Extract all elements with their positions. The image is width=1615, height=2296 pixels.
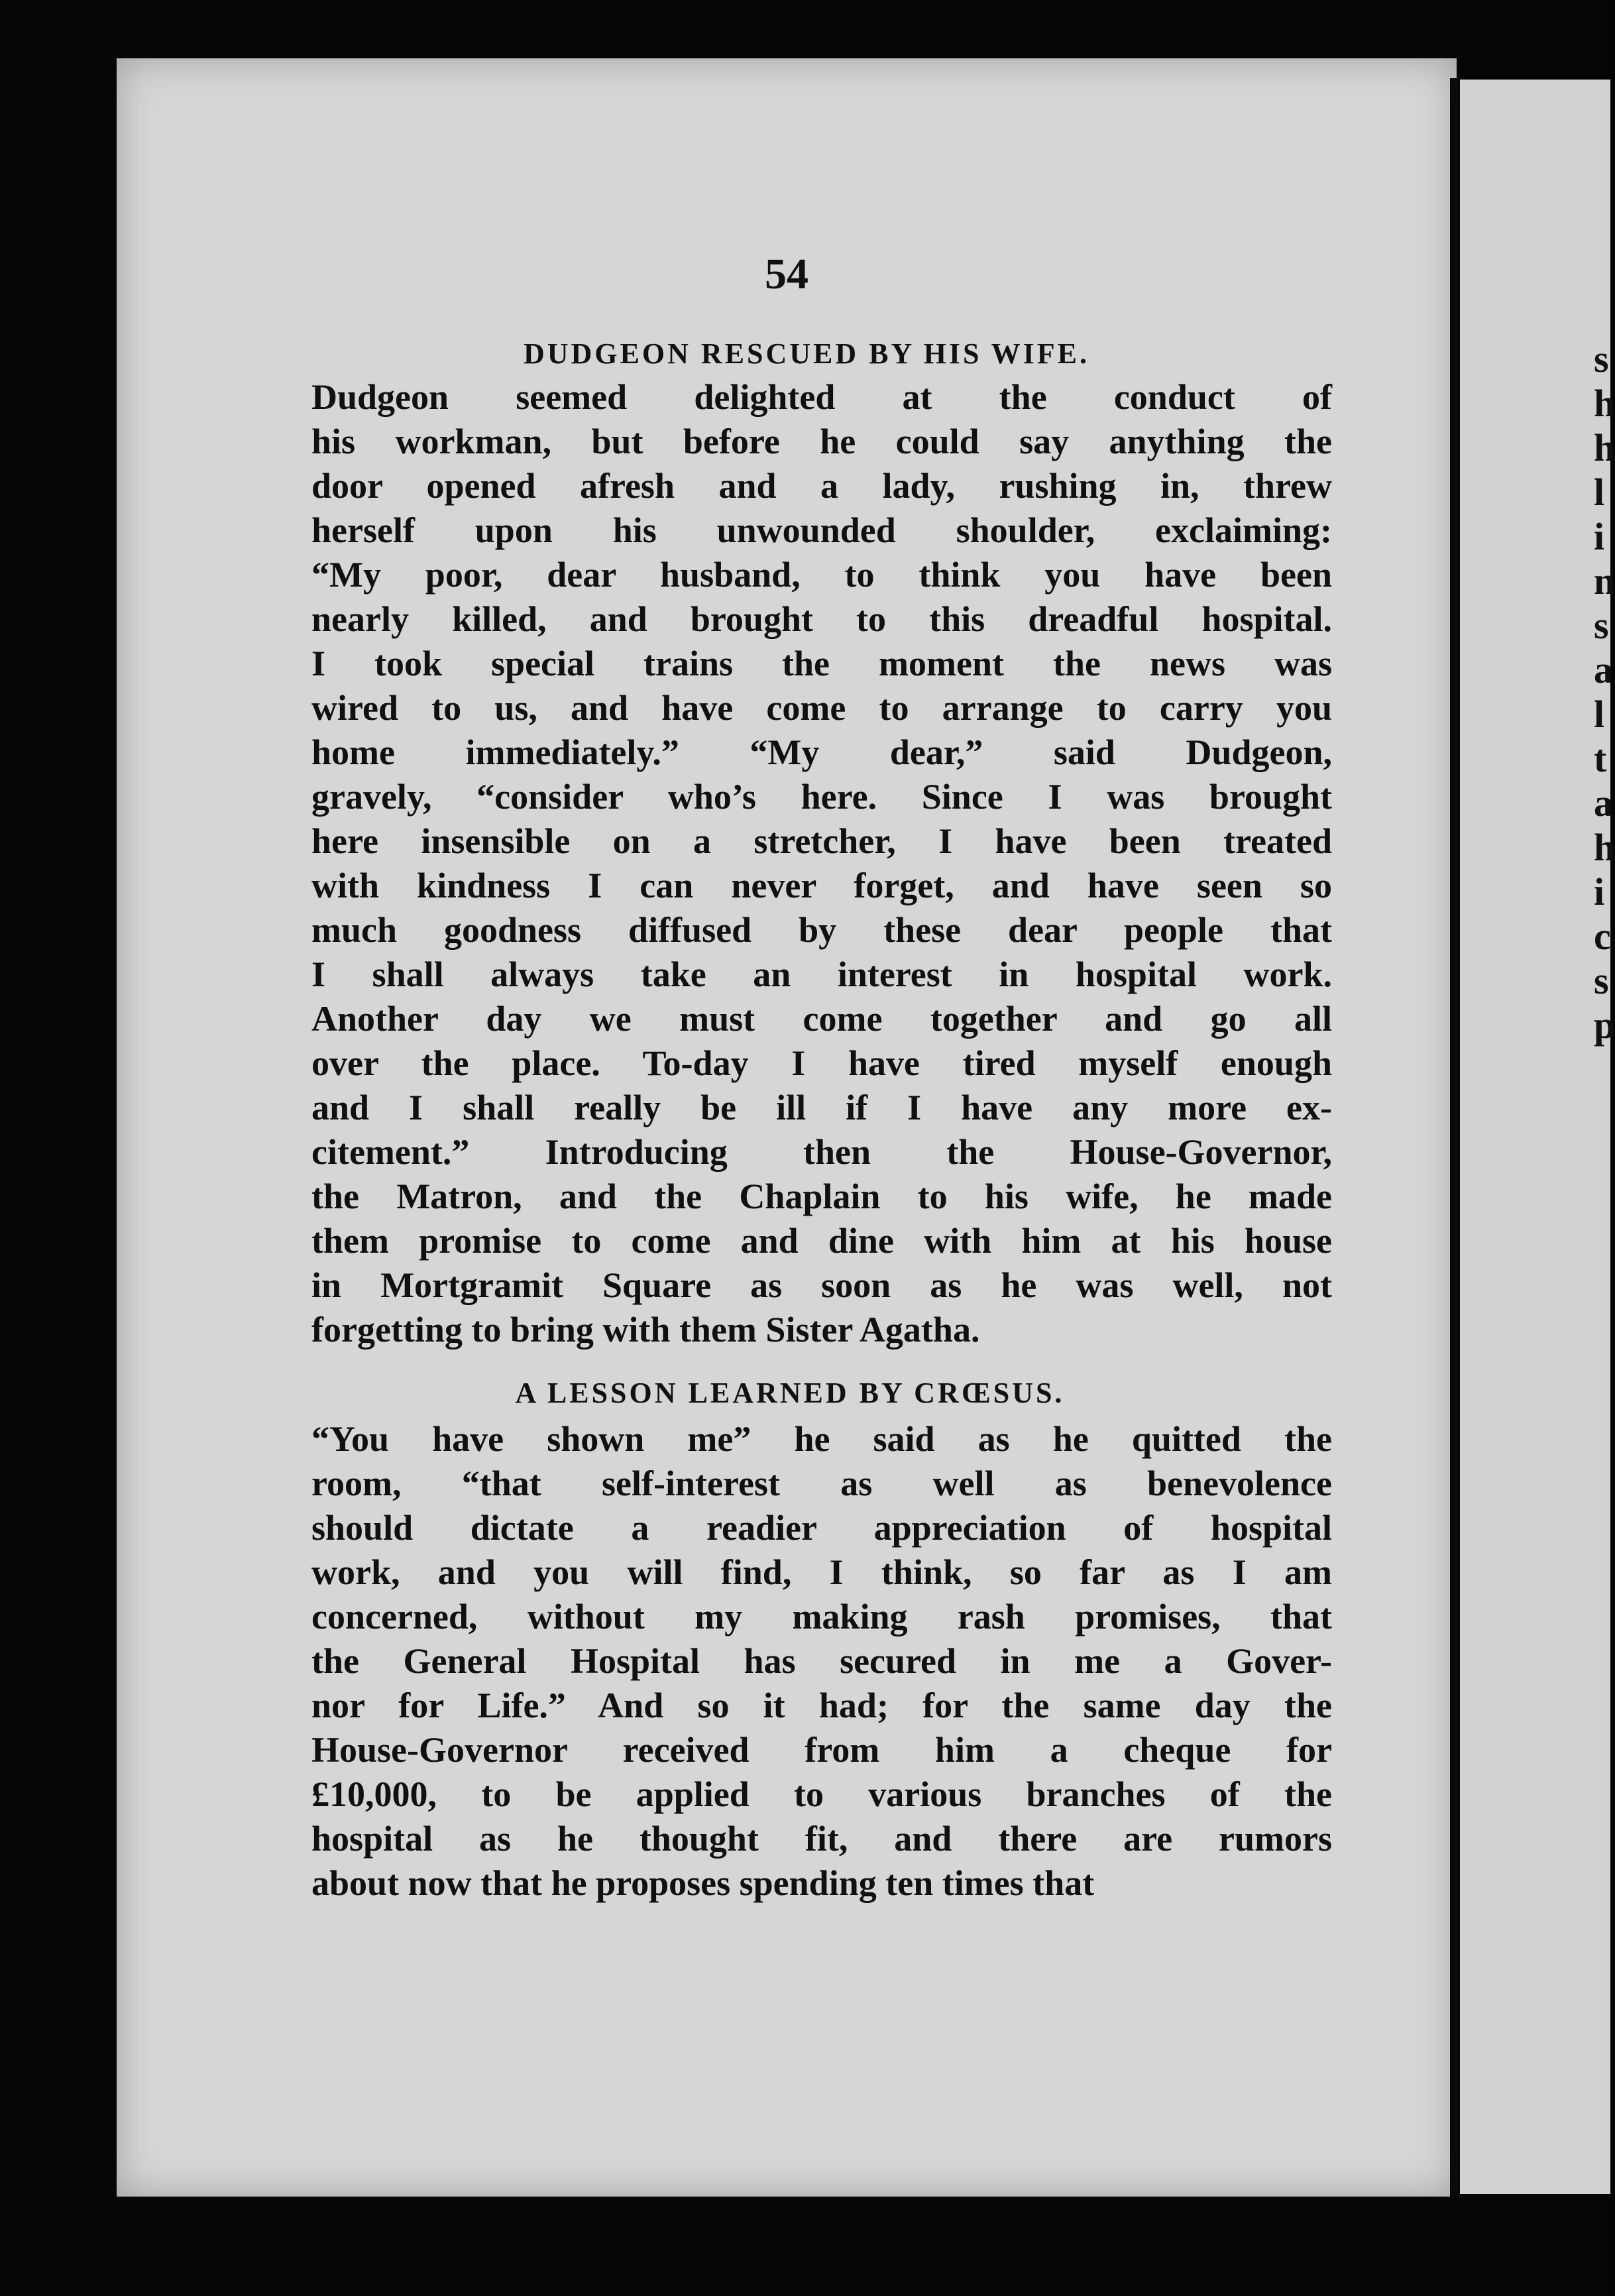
paragraph-1-line: home immediately.” “My dear,” said Dudgeon, [311,732,1332,772]
adjacent-page [1460,80,1615,2194]
page-gutter [1450,78,1458,2197]
paragraph-1-line: here insensible on a stretcher, I have been treated [311,821,1332,861]
adjacent-page-fragment: n [1594,559,1615,603]
paragraph-2-line: room, “that self-interest as well as benevolence [311,1464,1332,1503]
paragraph-2-line: the General Hospital has secured in me a Gover- [311,1641,1332,1681]
paragraph-2-line: House-Governor received from him a cheque for [311,1730,1332,1770]
paragraph-1-line: over the place. To-day I have tired myself enough [311,1043,1332,1083]
paragraph-1-line: herself upon his unwounded shoulder, exclaiming: [311,510,1332,550]
paragraph-1-line: “My poor, dear husband, to think you have been [311,555,1332,595]
paragraph-1-line: with kindness I can never forget, and have seen so [311,866,1332,905]
adjacent-page-text-fragments [1594,337,1615,1047]
page-number: 54 [765,250,808,298]
paragraph-1-line: nearly killed, and brought to this dreadful hospital. [311,599,1332,639]
paragraph-1-line: the Matron, and the Chaplain to his wife, he made [311,1177,1332,1216]
paragraph-1-line: I shall always take an interest in hospital work. [311,954,1332,994]
paragraph-1-line: Another day we must come together and go all [311,999,1332,1039]
paragraph-1-line: forgetting to bring with them Sister Agatha. [311,1310,980,1349]
paragraph-2-line: nor for Life.” And so it had; for the same day the [311,1686,1332,1725]
adjacent-page-fragment: i [1594,515,1605,558]
paragraph-2-line: “You have shown me” he said as he quitted the [311,1419,1332,1459]
adjacent-page-fragment: h [1594,382,1615,425]
paragraph-2-line: should dictate a readier appreciation of hospital [311,1508,1332,1548]
adjacent-page-fragment: a [1594,781,1613,825]
paragraph-2-line: hospital as he thought fit, and there are rumors [311,1819,1332,1859]
paragraph-1-line: citement.” Introducing then the House-Governor, [311,1132,1332,1172]
paragraph-2-line: concerned, without my making rash promises, that [311,1597,1332,1636]
paragraph-dudgeon-rescued [311,375,1332,1352]
paragraph-1-line: in Mortgramit Square as soon as he was well, not [311,1265,1332,1305]
section-heading-dudgeon-rescued: DUDGEON RESCUED BY HIS WIFE. [523,337,1090,370]
paragraph-2-line: £10,000, to be applied to various branches of the [311,1774,1332,1814]
paragraph-1-line: and I shall really be ill if I have any more ex- [311,1088,1332,1127]
paragraph-1-line: I took special trains the moment the news was [311,644,1332,683]
paragraph-lesson-learned [311,1417,1332,1906]
paragraph-2-line: work, and you will find, I think, so far as I am [311,1552,1332,1592]
paragraph-1-line: Dudgeon seemed delighted at the conduct of [311,377,1332,417]
adjacent-page-fragment: s [1594,604,1609,647]
paragraph-1-line: his workman, but before he could say anything the [311,422,1332,461]
adjacent-page-fragment: t [1594,737,1607,780]
adjacent-page-fragment: p [1594,1004,1615,1047]
adjacent-page-fragment: l [1594,693,1605,736]
adjacent-page-fragment: i [1594,870,1605,913]
adjacent-page-fragment: s [1594,959,1609,1002]
adjacent-page-fragment: s [1594,337,1609,380]
adjacent-page-fragment: l [1594,471,1605,514]
paragraph-2-line: about now that he proposes spending ten times that [311,1863,1095,1903]
adjacent-page-fragment: a [1594,648,1613,691]
adjacent-page-fragment: c [1594,915,1611,958]
paragraph-1-line: wired to us, and have come to arrange to carry you [311,688,1332,728]
adjacent-page-fragment: h [1594,426,1615,469]
section-heading-lesson-learned: A LESSON LEARNED BY CRŒSUS. [515,1377,1065,1409]
paragraph-1-line: gravely, “consider who’s here. Since I was brought [311,777,1332,817]
adjacent-page-fragment: h [1594,826,1615,869]
paragraph-1-line: door opened afresh and a lady, rushing in, threw [311,466,1332,506]
paragraph-1-line: much goodness diffused by these dear people that [311,910,1332,950]
paragraph-1-line: them promise to come and dine with him at his house [311,1221,1332,1261]
